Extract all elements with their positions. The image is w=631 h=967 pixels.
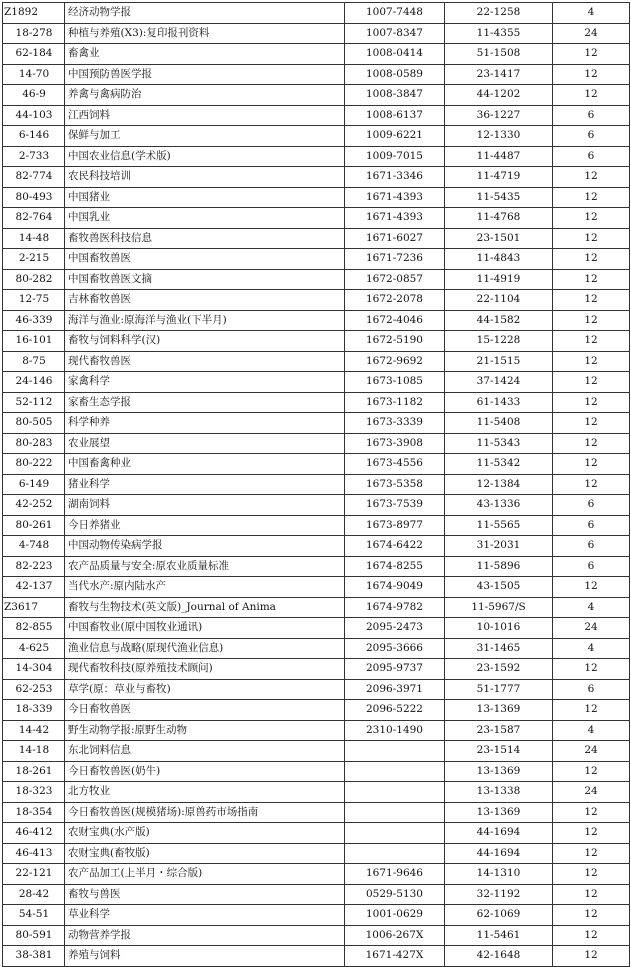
frequency-cell: 6 bbox=[553, 536, 630, 557]
cn-number-cell: 23-1587 bbox=[445, 720, 553, 741]
cn-number-cell: 44-1582 bbox=[445, 310, 553, 331]
journal-title-cell: 农产品加工(上半月・综合版) bbox=[65, 864, 345, 885]
issn-cell: 1674-9782 bbox=[345, 597, 445, 618]
subscription-code-cell: 80-261 bbox=[3, 515, 65, 536]
issn-cell: 2310-1490 bbox=[345, 720, 445, 741]
frequency-cell: 6 bbox=[553, 495, 630, 516]
frequency-cell: 12 bbox=[553, 761, 630, 782]
journal-title-cell: 动物营养学报 bbox=[65, 925, 345, 946]
journal-table-body bbox=[3, 3, 630, 967]
frequency-cell: 4 bbox=[553, 3, 630, 24]
frequency-cell: 12 bbox=[553, 85, 630, 106]
table-row bbox=[3, 310, 630, 331]
subscription-code-cell: 2-215 bbox=[3, 249, 65, 270]
table-row bbox=[3, 392, 630, 413]
journal-title-cell: 畜禽业 bbox=[65, 44, 345, 65]
table-row bbox=[3, 249, 630, 270]
issn-cell: 1673-1182 bbox=[345, 392, 445, 413]
issn-cell bbox=[345, 782, 445, 803]
journal-title-cell: 中国乳业 bbox=[65, 208, 345, 229]
journal-title-cell: 吉林畜牧兽医 bbox=[65, 290, 345, 311]
journal-title-cell: 中国畜牧业(原中国牧业通讯) bbox=[65, 618, 345, 639]
issn-cell bbox=[345, 823, 445, 844]
frequency-cell: 6 bbox=[553, 515, 630, 536]
subscription-code-cell: 22-121 bbox=[3, 864, 65, 885]
issn-cell: 1673-3339 bbox=[345, 413, 445, 434]
journal-title-cell: 当代水产:原内陆水产 bbox=[65, 577, 345, 598]
issn-cell: 1671-6027 bbox=[345, 228, 445, 249]
frequency-cell: 12 bbox=[553, 269, 630, 290]
issn-cell: 1671-427X bbox=[345, 946, 445, 967]
issn-cell: 1673-7539 bbox=[345, 495, 445, 516]
frequency-cell: 12 bbox=[553, 64, 630, 85]
issn-cell: 1672-4046 bbox=[345, 310, 445, 331]
issn-cell bbox=[345, 761, 445, 782]
issn-cell: 1671-3346 bbox=[345, 167, 445, 188]
issn-cell: 1673-8977 bbox=[345, 515, 445, 536]
table-row bbox=[3, 946, 630, 967]
cn-number-cell: 31-1465 bbox=[445, 638, 553, 659]
subscription-code-cell: 80-505 bbox=[3, 413, 65, 434]
issn-cell: 1672-2078 bbox=[345, 290, 445, 311]
journal-title-cell: 农财宝典(水产版) bbox=[65, 823, 345, 844]
cn-number-cell: 11-5408 bbox=[445, 413, 553, 434]
subscription-code-cell: 38-381 bbox=[3, 946, 65, 967]
subscription-code-cell: 82-223 bbox=[3, 556, 65, 577]
frequency-cell: 12 bbox=[553, 249, 630, 270]
table-row bbox=[3, 372, 630, 393]
journal-title-cell: 现代畜牧兽医 bbox=[65, 351, 345, 372]
frequency-cell: 12 bbox=[553, 372, 630, 393]
journal-title-cell: 科学种养 bbox=[65, 413, 345, 434]
subscription-code-cell: 18-261 bbox=[3, 761, 65, 782]
cn-number-cell: 36-1227 bbox=[445, 105, 553, 126]
table-row bbox=[3, 761, 630, 782]
frequency-cell: 12 bbox=[553, 946, 630, 967]
table-row bbox=[3, 864, 630, 885]
journal-title-cell: 养禽与禽病防治 bbox=[65, 85, 345, 106]
cn-number-cell: 37-1424 bbox=[445, 372, 553, 393]
cn-number-cell: 13-1369 bbox=[445, 700, 553, 721]
subscription-code-cell: 46-9 bbox=[3, 85, 65, 106]
cn-number-cell: 11-5967/S bbox=[445, 597, 553, 618]
cn-number-cell: 44-1694 bbox=[445, 843, 553, 864]
table-row bbox=[3, 3, 630, 24]
subscription-code-cell: 82-764 bbox=[3, 208, 65, 229]
journal-title-cell: 猪业科学 bbox=[65, 474, 345, 495]
cn-number-cell: 21-1515 bbox=[445, 351, 553, 372]
issn-cell: 1009-6221 bbox=[345, 126, 445, 147]
journal-title-cell: 家禽科学 bbox=[65, 372, 345, 393]
journal-title-cell: 中国畜禽种业 bbox=[65, 454, 345, 475]
cn-number-cell: 13-1369 bbox=[445, 761, 553, 782]
frequency-cell: 12 bbox=[553, 187, 630, 208]
frequency-cell: 12 bbox=[553, 925, 630, 946]
table-row bbox=[3, 638, 630, 659]
subscription-code-cell: 42-137 bbox=[3, 577, 65, 598]
subscription-code-cell: 52-112 bbox=[3, 392, 65, 413]
table-row bbox=[3, 228, 630, 249]
subscription-code-cell: 46-413 bbox=[3, 843, 65, 864]
issn-cell: 1672-9692 bbox=[345, 351, 445, 372]
frequency-cell: 12 bbox=[553, 392, 630, 413]
frequency-cell: 12 bbox=[553, 290, 630, 311]
journal-title-cell: 家畜生态学报 bbox=[65, 392, 345, 413]
issn-cell: 1671-7236 bbox=[345, 249, 445, 270]
cn-number-cell: 11-5565 bbox=[445, 515, 553, 536]
frequency-cell: 12 bbox=[553, 44, 630, 65]
issn-cell: 2095-9737 bbox=[345, 659, 445, 680]
journal-title-cell: 畜牧与生物技术(英文版)_Journal of Anima bbox=[65, 597, 345, 618]
table-row bbox=[3, 597, 630, 618]
frequency-cell: 12 bbox=[553, 823, 630, 844]
subscription-code-cell: 18-354 bbox=[3, 802, 65, 823]
subscription-code-cell: 44-103 bbox=[3, 105, 65, 126]
table-row bbox=[3, 474, 630, 495]
cn-number-cell: 12-1384 bbox=[445, 474, 553, 495]
frequency-cell: 12 bbox=[553, 413, 630, 434]
journal-title-cell: 保鲜与加工 bbox=[65, 126, 345, 147]
frequency-cell: 4 bbox=[553, 597, 630, 618]
cn-number-cell: 31-2031 bbox=[445, 536, 553, 557]
subscription-code-cell: Z1892 bbox=[3, 3, 65, 24]
table-row bbox=[3, 700, 630, 721]
journal-title-cell: 畜牧与兽医 bbox=[65, 884, 345, 905]
table-row bbox=[3, 413, 630, 434]
cn-number-cell: 11-5461 bbox=[445, 925, 553, 946]
issn-cell: 1673-3908 bbox=[345, 433, 445, 454]
table-row bbox=[3, 23, 630, 44]
cn-number-cell: 62-1069 bbox=[445, 905, 553, 926]
subscription-code-cell: 82-774 bbox=[3, 167, 65, 188]
table-row bbox=[3, 290, 630, 311]
subscription-code-cell: 14-42 bbox=[3, 720, 65, 741]
frequency-cell: 6 bbox=[553, 679, 630, 700]
subscription-code-cell: 14-70 bbox=[3, 64, 65, 85]
frequency-cell: 12 bbox=[553, 659, 630, 680]
frequency-cell: 24 bbox=[553, 741, 630, 762]
subscription-code-cell: 80-222 bbox=[3, 454, 65, 475]
journal-title-cell: 野生动物学报:原野生动物 bbox=[65, 720, 345, 741]
subscription-code-cell: 46-412 bbox=[3, 823, 65, 844]
issn-cell: 1674-8255 bbox=[345, 556, 445, 577]
frequency-cell: 12 bbox=[553, 802, 630, 823]
cn-number-cell: 11-4355 bbox=[445, 23, 553, 44]
issn-cell: 1008-3847 bbox=[345, 85, 445, 106]
subscription-code-cell: 82-855 bbox=[3, 618, 65, 639]
subscription-code-cell: 46-339 bbox=[3, 310, 65, 331]
table-row bbox=[3, 905, 630, 926]
subscription-code-cell: 18-339 bbox=[3, 700, 65, 721]
table-row bbox=[3, 64, 630, 85]
issn-cell: 1672-0857 bbox=[345, 269, 445, 290]
frequency-cell: 6 bbox=[553, 105, 630, 126]
cn-number-cell: 22-1104 bbox=[445, 290, 553, 311]
issn-cell: 1001-0629 bbox=[345, 905, 445, 926]
cn-number-cell: 44-1694 bbox=[445, 823, 553, 844]
frequency-cell: 12 bbox=[553, 474, 630, 495]
journal-title-cell: 现代畜牧科技(原养殖技术顾问) bbox=[65, 659, 345, 680]
journal-title-cell: 农产品质量与安全:原农业质量标准 bbox=[65, 556, 345, 577]
subscription-code-cell: 14-48 bbox=[3, 228, 65, 249]
frequency-cell: 12 bbox=[553, 700, 630, 721]
subscription-code-cell: 6-149 bbox=[3, 474, 65, 495]
issn-cell: 1008-0589 bbox=[345, 64, 445, 85]
issn-cell: 1008-0414 bbox=[345, 44, 445, 65]
issn-cell: 1007-8347 bbox=[345, 23, 445, 44]
journal-title-cell: 今日畜牧兽医(规模猪场):原兽药市场指南 bbox=[65, 802, 345, 823]
subscription-code-cell: 14-18 bbox=[3, 741, 65, 762]
frequency-cell: 12 bbox=[553, 884, 630, 905]
journal-title-cell: 养殖与饲料 bbox=[65, 946, 345, 967]
cn-number-cell: 11-5435 bbox=[445, 187, 553, 208]
frequency-cell: 12 bbox=[553, 331, 630, 352]
table-row bbox=[3, 208, 630, 229]
table-row bbox=[3, 679, 630, 700]
table-row bbox=[3, 884, 630, 905]
issn-cell: 2095-2473 bbox=[345, 618, 445, 639]
issn-cell: 2095-3666 bbox=[345, 638, 445, 659]
table-row bbox=[3, 454, 630, 475]
cn-number-cell: 51-1777 bbox=[445, 679, 553, 700]
issn-cell: 1671-4393 bbox=[345, 187, 445, 208]
issn-cell: 1673-4556 bbox=[345, 454, 445, 475]
cn-number-cell: 13-1369 bbox=[445, 802, 553, 823]
subscription-code-cell: 18-278 bbox=[3, 23, 65, 44]
subscription-code-cell: 80-493 bbox=[3, 187, 65, 208]
cn-number-cell: 23-1417 bbox=[445, 64, 553, 85]
table-row bbox=[3, 515, 630, 536]
cn-number-cell: 44-1202 bbox=[445, 85, 553, 106]
journal-title-cell: 湖南饲料 bbox=[65, 495, 345, 516]
issn-cell: 1674-6422 bbox=[345, 536, 445, 557]
frequency-cell: 6 bbox=[553, 146, 630, 167]
journal-title-cell: 种植与养殖(X3):复印报刊资料 bbox=[65, 23, 345, 44]
issn-cell bbox=[345, 843, 445, 864]
journal-title-cell: 今日畜牧兽医 bbox=[65, 700, 345, 721]
issn-cell: 1671-9646 bbox=[345, 864, 445, 885]
table-row bbox=[3, 720, 630, 741]
journal-title-cell: 农业展望 bbox=[65, 433, 345, 454]
subscription-code-cell: 2-733 bbox=[3, 146, 65, 167]
table-row bbox=[3, 741, 630, 762]
cn-number-cell: 11-4719 bbox=[445, 167, 553, 188]
frequency-cell: 24 bbox=[553, 782, 630, 803]
cn-number-cell: 15-1228 bbox=[445, 331, 553, 352]
cn-number-cell: 11-4487 bbox=[445, 146, 553, 167]
issn-cell bbox=[345, 802, 445, 823]
journal-title-cell: 中国畜牧兽医 bbox=[65, 249, 345, 270]
table-row bbox=[3, 782, 630, 803]
cn-number-cell: 42-1648 bbox=[445, 946, 553, 967]
journal-title-cell: 农财宝典(畜牧版) bbox=[65, 843, 345, 864]
cn-number-cell: 11-4919 bbox=[445, 269, 553, 290]
cn-number-cell: 32-1192 bbox=[445, 884, 553, 905]
cn-number-cell: 61-1433 bbox=[445, 392, 553, 413]
cn-number-cell: 10-1016 bbox=[445, 618, 553, 639]
frequency-cell: 4 bbox=[553, 720, 630, 741]
cn-number-cell: 11-5896 bbox=[445, 556, 553, 577]
frequency-cell: 6 bbox=[553, 126, 630, 147]
subscription-code-cell: 28-42 bbox=[3, 884, 65, 905]
journal-title-cell: 北方牧业 bbox=[65, 782, 345, 803]
journal-title-cell: 渔业信息与战略(原现代渔业信息) bbox=[65, 638, 345, 659]
journal-title-cell: 畜牧与饲料科学(汉) bbox=[65, 331, 345, 352]
cn-number-cell: 11-4843 bbox=[445, 249, 553, 270]
cn-number-cell: 51-1508 bbox=[445, 44, 553, 65]
subscription-code-cell: 80-283 bbox=[3, 433, 65, 454]
journal-title-cell: 中国猪业 bbox=[65, 187, 345, 208]
journal-title-cell: 经济动物学报 bbox=[65, 3, 345, 24]
cn-number-cell: 11-5342 bbox=[445, 454, 553, 475]
table-row bbox=[3, 269, 630, 290]
issn-cell: 2096-3971 bbox=[345, 679, 445, 700]
issn-cell: 1671-4393 bbox=[345, 208, 445, 229]
frequency-cell: 12 bbox=[553, 864, 630, 885]
issn-cell: 1009-7015 bbox=[345, 146, 445, 167]
frequency-cell: 24 bbox=[553, 23, 630, 44]
table-row bbox=[3, 433, 630, 454]
cn-number-cell: 22-1258 bbox=[445, 3, 553, 24]
table-row bbox=[3, 618, 630, 639]
journal-title-cell: 今日畜牧兽医(奶牛) bbox=[65, 761, 345, 782]
table-row bbox=[3, 351, 630, 372]
table-row bbox=[3, 146, 630, 167]
table-row bbox=[3, 187, 630, 208]
journal-title-cell: 东北饲料信息 bbox=[65, 741, 345, 762]
frequency-cell: 12 bbox=[553, 843, 630, 864]
cn-number-cell: 43-1505 bbox=[445, 577, 553, 598]
subscription-code-cell: 54-51 bbox=[3, 905, 65, 926]
table-row bbox=[3, 331, 630, 352]
frequency-cell: 24 bbox=[553, 618, 630, 639]
cn-number-cell: 23-1501 bbox=[445, 228, 553, 249]
cn-number-cell: 12-1330 bbox=[445, 126, 553, 147]
journal-title-cell: 中国预防兽医学报 bbox=[65, 64, 345, 85]
journal-title-cell: 畜牧兽医科技信息 bbox=[65, 228, 345, 249]
journal-table bbox=[2, 2, 630, 967]
table-row bbox=[3, 536, 630, 557]
cn-number-cell: 14-1310 bbox=[445, 864, 553, 885]
subscription-code-cell: 4-625 bbox=[3, 638, 65, 659]
cn-number-cell: 11-4768 bbox=[445, 208, 553, 229]
subscription-code-cell: 62-253 bbox=[3, 679, 65, 700]
journal-title-cell: 草业科学 bbox=[65, 905, 345, 926]
frequency-cell: 12 bbox=[553, 228, 630, 249]
journal-title-cell: 江西饲料 bbox=[65, 105, 345, 126]
subscription-code-cell: Z3617 bbox=[3, 597, 65, 618]
issn-cell: 1008-6137 bbox=[345, 105, 445, 126]
subscription-code-cell: 12-75 bbox=[3, 290, 65, 311]
issn-cell: 1673-1085 bbox=[345, 372, 445, 393]
journal-title-cell: 今日养猪业 bbox=[65, 515, 345, 536]
subscription-code-cell: 62-184 bbox=[3, 44, 65, 65]
frequency-cell: 12 bbox=[553, 310, 630, 331]
issn-cell: 1673-5358 bbox=[345, 474, 445, 495]
issn-cell bbox=[345, 741, 445, 762]
issn-cell: 1674-9049 bbox=[345, 577, 445, 598]
issn-cell: 1007-7448 bbox=[345, 3, 445, 24]
journal-title-cell: 海洋与渔业:原海洋与渔业(下半月) bbox=[65, 310, 345, 331]
frequency-cell: 12 bbox=[553, 433, 630, 454]
cn-number-cell: 11-5343 bbox=[445, 433, 553, 454]
frequency-cell: 12 bbox=[553, 167, 630, 188]
journal-title-cell: 中国动物传染病学报 bbox=[65, 536, 345, 557]
subscription-code-cell: 80-282 bbox=[3, 269, 65, 290]
cn-number-cell: 43-1336 bbox=[445, 495, 553, 516]
table-row bbox=[3, 823, 630, 844]
issn-cell: 1672-5190 bbox=[345, 331, 445, 352]
cn-number-cell: 23-1592 bbox=[445, 659, 553, 680]
frequency-cell: 12 bbox=[553, 577, 630, 598]
frequency-cell: 4 bbox=[553, 638, 630, 659]
table-row bbox=[3, 577, 630, 598]
table-row bbox=[3, 495, 630, 516]
table-row bbox=[3, 167, 630, 188]
subscription-code-cell: 80-591 bbox=[3, 925, 65, 946]
issn-cell: 1006-267X bbox=[345, 925, 445, 946]
journal-title-cell: 中国农业信息(学术版) bbox=[65, 146, 345, 167]
subscription-code-cell: 8-75 bbox=[3, 351, 65, 372]
journal-title-cell: 草学(原：草业与畜牧) bbox=[65, 679, 345, 700]
frequency-cell: 12 bbox=[553, 351, 630, 372]
subscription-code-cell: 6-146 bbox=[3, 126, 65, 147]
table-row bbox=[3, 85, 630, 106]
cn-number-cell: 13-1338 bbox=[445, 782, 553, 803]
table-row bbox=[3, 556, 630, 577]
frequency-cell: 12 bbox=[553, 208, 630, 229]
issn-cell: 2096-5222 bbox=[345, 700, 445, 721]
table-row bbox=[3, 659, 630, 680]
table-row bbox=[3, 802, 630, 823]
table-row bbox=[3, 105, 630, 126]
frequency-cell: 12 bbox=[553, 454, 630, 475]
journal-title-cell: 农民科技培训 bbox=[65, 167, 345, 188]
frequency-cell: 12 bbox=[553, 905, 630, 926]
table-row bbox=[3, 843, 630, 864]
subscription-code-cell: 42-252 bbox=[3, 495, 65, 516]
issn-cell: 0529-5130 bbox=[345, 884, 445, 905]
subscription-code-cell: 14-304 bbox=[3, 659, 65, 680]
table-row bbox=[3, 925, 630, 946]
subscription-code-cell: 4-748 bbox=[3, 536, 65, 557]
journal-title-cell: 中国畜牧兽医文摘 bbox=[65, 269, 345, 290]
table-row bbox=[3, 126, 630, 147]
subscription-code-cell: 24-146 bbox=[3, 372, 65, 393]
cn-number-cell: 23-1514 bbox=[445, 741, 553, 762]
frequency-cell: 6 bbox=[553, 556, 630, 577]
table-row bbox=[3, 44, 630, 65]
subscription-code-cell: 16-101 bbox=[3, 331, 65, 352]
subscription-code-cell: 18-323 bbox=[3, 782, 65, 803]
